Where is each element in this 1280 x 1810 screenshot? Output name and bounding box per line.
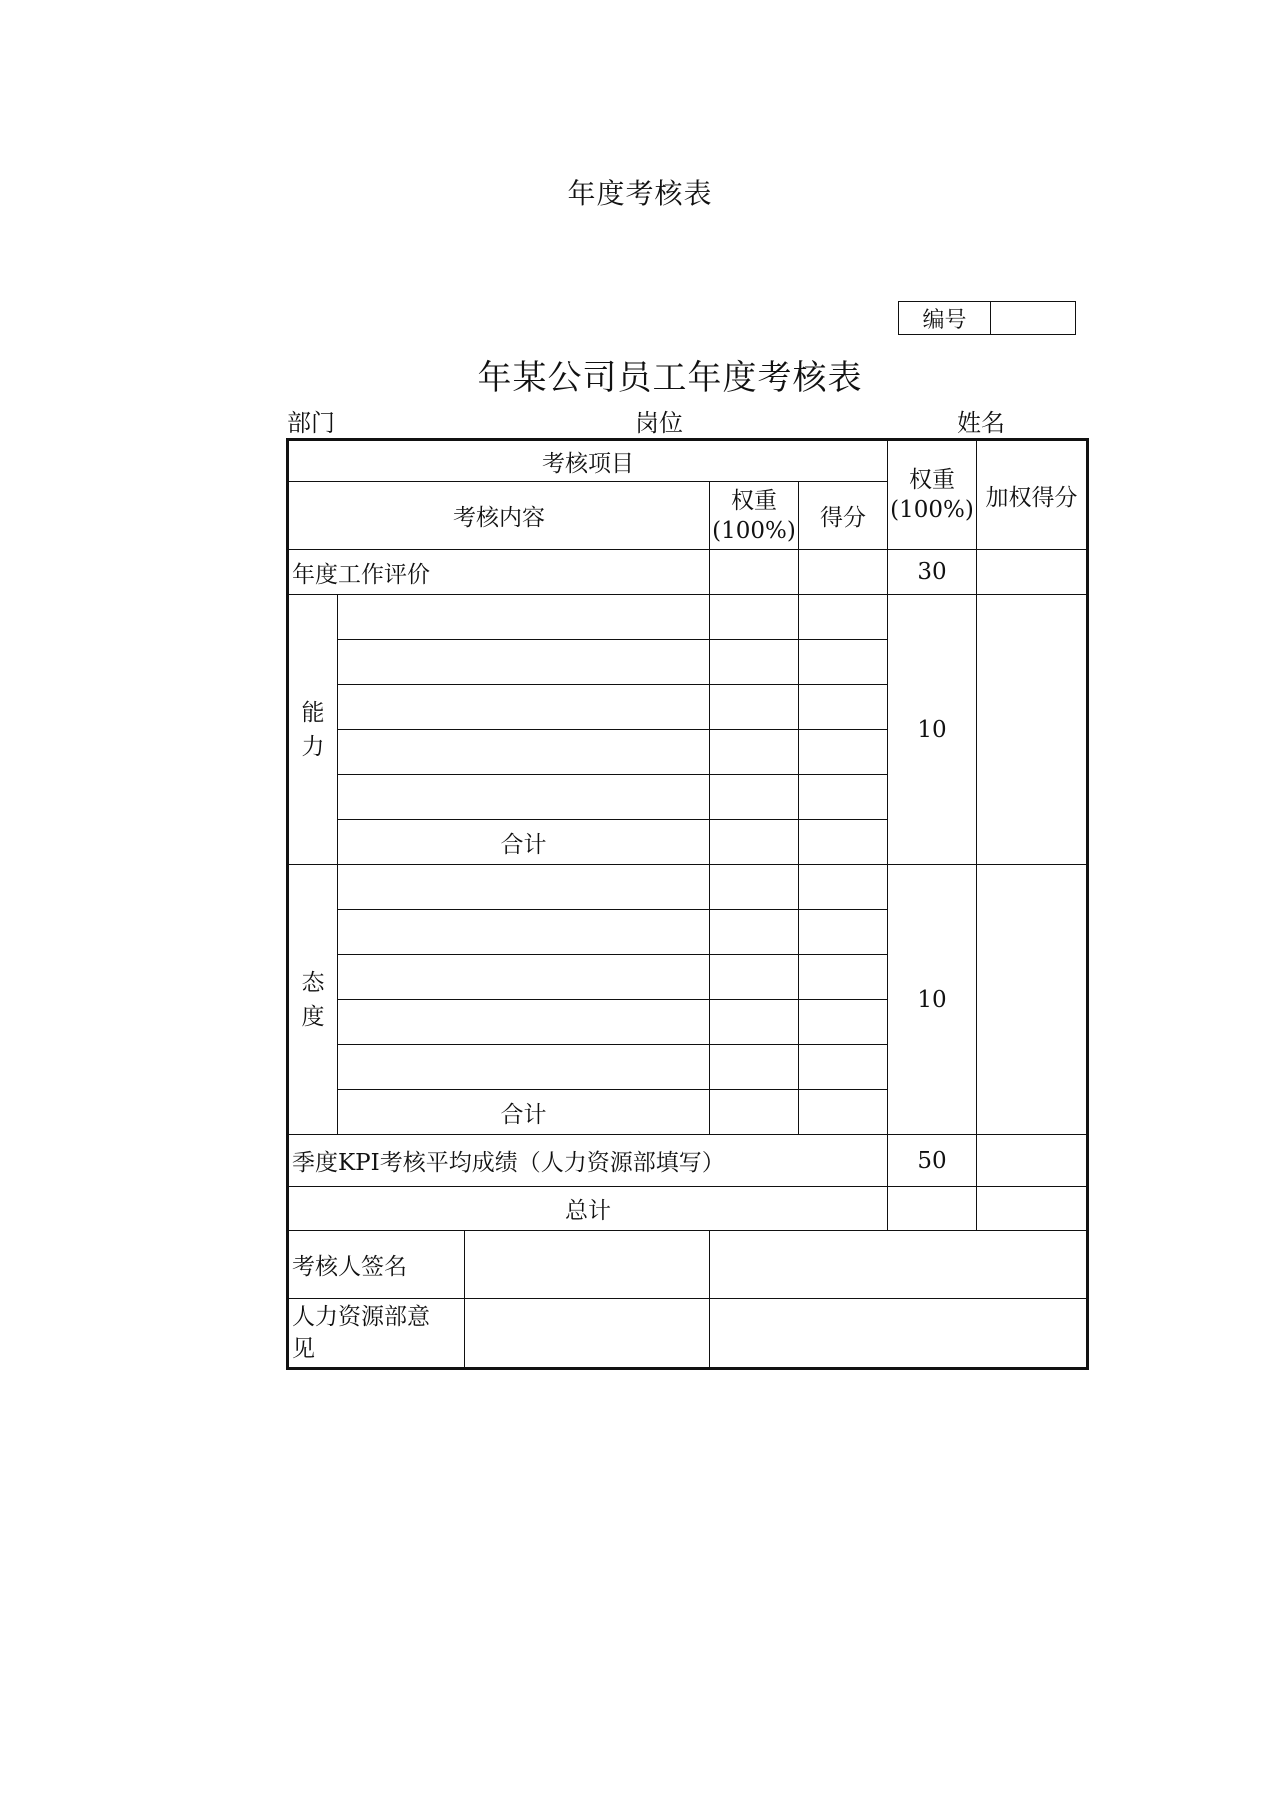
position-label: 岗位: [635, 409, 683, 437]
name-label: 姓名: [957, 409, 1005, 437]
hr-opinion-label: [289, 1299, 465, 1367]
header-weight-total-line1: 权重: [909, 467, 955, 493]
kpi-weighted-score-cell[interactable]: [977, 1135, 1088, 1187]
attitude-score-cell[interactable]: [799, 1000, 888, 1045]
attitude-label-line2: 度: [301, 1003, 325, 1030]
document-title: 年度考核表: [567, 177, 713, 210]
ability-content-cell[interactable]: [338, 775, 710, 820]
attitude-score-cell[interactable]: [799, 865, 888, 910]
hr-opinion-label-line1: 人力资源部意: [292, 1304, 430, 1330]
hr-opinion-field-a[interactable]: [465, 1299, 709, 1367]
attitude-weight-total: 10: [888, 865, 977, 1135]
annual-review-weight-cell[interactable]: [710, 550, 799, 595]
ability-label-line1: 能: [301, 699, 325, 726]
annual-review-weighted-score-cell[interactable]: [977, 550, 1088, 595]
serial-number-box: [898, 301, 1076, 335]
ability-weight-cell[interactable]: [710, 595, 799, 640]
attitude-score-cell[interactable]: [799, 1045, 888, 1090]
ability-category: [288, 595, 338, 865]
ability-weight-cell[interactable]: [710, 685, 799, 730]
attitude-content-cell[interactable]: [338, 1000, 710, 1045]
hr-opinion-field[interactable]: [710, 1299, 1088, 1369]
ability-weight-total: 10: [888, 595, 977, 865]
ability-weight-cell[interactable]: [710, 775, 799, 820]
hr-opinion-label-line2: 见: [292, 1336, 315, 1362]
ability-weighted-score-cell[interactable]: [977, 595, 1088, 865]
annual-review-weight-total: 30: [888, 550, 977, 595]
ability-score-cell[interactable]: [799, 640, 888, 685]
annual-review-score-cell[interactable]: [799, 550, 888, 595]
attitude-subtotal-score-cell[interactable]: [799, 1090, 888, 1135]
ability-label-line2: 力: [301, 733, 325, 760]
signature-row-container: [288, 1231, 710, 1299]
attitude-label-line1: 态: [301, 969, 325, 996]
header-weight-total: [888, 440, 977, 550]
reviewer-signature-label: 考核人签名: [289, 1231, 465, 1298]
header-score: 得分: [799, 482, 888, 550]
ability-content-cell[interactable]: [338, 595, 710, 640]
ability-content-cell[interactable]: [338, 640, 710, 685]
attitude-subtotal-weight-cell[interactable]: [710, 1090, 799, 1135]
attitude-weight-cell[interactable]: [710, 955, 799, 1000]
serial-number-label: 编号: [899, 302, 991, 334]
header-weight-line1: 权重: [731, 487, 777, 514]
ability-weight-cell[interactable]: [710, 640, 799, 685]
header-weight-line2: (100%): [712, 517, 796, 544]
ability-content-cell[interactable]: [338, 730, 710, 775]
header-weight-total-line2: (100%): [890, 497, 974, 523]
ability-subtotal-label: 合计: [338, 820, 710, 865]
ability-content-cell[interactable]: [338, 685, 710, 730]
attitude-content-cell[interactable]: [338, 1045, 710, 1090]
attitude-category: [288, 865, 338, 1135]
table-row: [288, 1135, 1088, 1187]
annual-review-label: 年度工作评价: [288, 550, 710, 595]
table-row: [288, 1231, 1088, 1299]
kpi-weight-total: 50: [888, 1135, 977, 1187]
attitude-content-cell[interactable]: [338, 910, 710, 955]
attitude-score-cell[interactable]: [799, 910, 888, 955]
table-row: [288, 1299, 1088, 1369]
attitude-content-cell[interactable]: [338, 865, 710, 910]
ability-subtotal-score-cell[interactable]: [799, 820, 888, 865]
appraisal-table: [286, 438, 1089, 1370]
ability-score-cell[interactable]: [799, 685, 888, 730]
attitude-subtotal-label: 合计: [338, 1090, 710, 1135]
ability-score-cell[interactable]: [799, 730, 888, 775]
attitude-weighted-score-cell[interactable]: [977, 865, 1088, 1135]
department-label: 部门: [287, 409, 335, 437]
total-weight-cell[interactable]: [888, 1187, 977, 1231]
hr-opinion-row-container: [288, 1299, 710, 1369]
kpi-label: 季度KPI考核平均成绩（人力资源部填写）: [288, 1135, 888, 1187]
total-weighted-score-cell[interactable]: [977, 1187, 1088, 1231]
attitude-score-cell[interactable]: [799, 955, 888, 1000]
ability-subtotal-weight-cell[interactable]: [710, 820, 799, 865]
total-label: 总计: [288, 1187, 888, 1231]
header-weight: [710, 482, 799, 550]
attitude-weight-cell[interactable]: [710, 865, 799, 910]
form-title: 年某公司员工年度考核表: [477, 358, 863, 398]
ability-score-cell[interactable]: [799, 595, 888, 640]
ability-score-cell[interactable]: [799, 775, 888, 820]
header-assessment-content: 考核内容: [288, 482, 710, 550]
table-row: [288, 595, 1088, 640]
attitude-weight-cell[interactable]: [710, 1045, 799, 1090]
serial-number-field[interactable]: [991, 302, 1075, 334]
table-row: [288, 865, 1088, 910]
table-header-row: [288, 440, 1088, 482]
table-row: [288, 1187, 1088, 1231]
attitude-weight-cell[interactable]: [710, 1000, 799, 1045]
attitude-weight-cell[interactable]: [710, 910, 799, 955]
reviewer-signature-field-a[interactable]: [465, 1231, 709, 1298]
header-weighted-score: 加权得分: [977, 440, 1088, 550]
ability-weight-cell[interactable]: [710, 730, 799, 775]
reviewer-signature-field[interactable]: [710, 1231, 1088, 1299]
attitude-content-cell[interactable]: [338, 955, 710, 1000]
header-assessment-items: 考核项目: [288, 440, 888, 482]
table-row: [288, 550, 1088, 595]
